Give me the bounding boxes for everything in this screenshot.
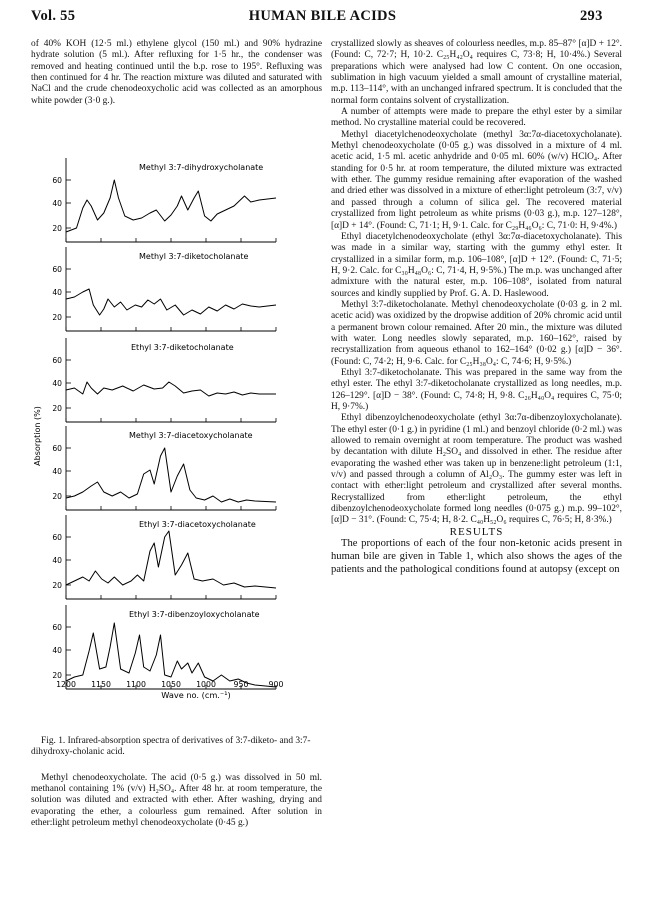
- figure-caption: Fig. 1. Infrared-absorption spectra of derivatives of 3:7-diketo- and 3:7-dihydroxy-cholanic acid.: [31, 736, 311, 758]
- spectrum-trace: [66, 180, 276, 232]
- y-tick-label: 20: [52, 224, 62, 233]
- panel-label: Methyl 3:7-dihydroxycholanate: [139, 163, 264, 172]
- y-tick-label: 60: [52, 623, 62, 632]
- y-tick-label: 40: [52, 199, 62, 208]
- ir-spectra-plot: [31, 158, 322, 723]
- y-tick-label: 20: [52, 313, 62, 322]
- spectrum-trace: [66, 289, 276, 315]
- body-paragraph: of 40% KOH (12·5 ml.) ethylene glycol (150 ml.) and 90% hydrazine hydrate solution (5 ml.). After refluxing for 1·5 hr., the condenser was removed and heating continued until the b.p. rose to 195°. Refluxing was then continued for 4 hr. The reaction mixture was diluted and saturated with NaCl and the crude chenodeoxycholic acid was collected as an amorphous white powder (3·0 g.).: [31, 39, 322, 106]
- spectrum-panel: [52, 158, 276, 242]
- spectrum-panel: [52, 605, 276, 689]
- y-tick-label: 40: [52, 379, 62, 388]
- body-paragraph: Ethyl 3:7-diketocholanate. This was prepared in the same way from the ethyl ester. The ethyl 3:7-diketocholanate crystallized as long needles, m.p. 126–129°. [α]D − 38°. (Found: C, 74·8; H, 9·8. C₂₆H₄₀O₄ requires C, 75·0; H, 9·7%.): [331, 367, 622, 412]
- x-tick-label: 950: [233, 680, 249, 689]
- body-paragraph: Methyl diacetylchenodeoxycholate (methyl 3α:7α-diacetoxycholanate). Methyl chenodeoxycholate (0·05 g.) was dissolved in a mixture of 4 ml. acetic acid, 1·5 ml. acetic anhydride and 0·05 ml. 60% (w/v) HClO₄. After standing for 0·5 hr. at room temperature, the diluted mixture was extracted with ether. The gummy residue remaining after evaporation of the washed and dried ether was dissolved in a mixture of ether:light petroleum (3:7, v/v) and passed through a column of silica gel. The recovered material crystallized from light petroleum as white prisms (0·03 g.), m.p. 127–128°, [α]D + 14°. (Found: C, 71·1; H, 9·1. Calc. for C₂₉H₄₆O₆: C, 71·0: H, 9·4%.): [331, 129, 622, 231]
- page-number: 293: [580, 8, 603, 24]
- left-column-bottom: [31, 736, 322, 829]
- spectrum-panel: [52, 338, 276, 422]
- body-paragraph: crystallized slowly as sheaves of colourless needles, m.p. 85–87° [α]D + 12°. (Found: C, 72·7; H, 10·2. C₂₅H₄₂O₄ requires C, 73·8; H, 10·4%.) Several preparations which were analysed had low C content. On one occasion, sublimation in high vacuum yielded a small amount of crystalline material, m.p. 113–114°, with an unchanged infrared spectrum. It is concluded that the normal form contains solvent of crystallization.: [331, 39, 622, 106]
- spectrum-trace: [66, 448, 276, 502]
- body-paragraph: Methyl chenodeoxycholate. The acid (0·5 g.) was dissolved in 50 ml. methanol containing 1% (v/v) H₂SO₄. After 48 hr. at room temperature, the solution was diluted and extracted with ether. After washing, drying and evaporating the ether, a colourless gum remained. After solution in ether:light petroleum methyl chenodeoxycholate (0·45 g.): [31, 772, 322, 829]
- y-axis-label: Absorption (%): [33, 406, 42, 466]
- right-column: [331, 39, 622, 577]
- left-column-top: [31, 39, 322, 107]
- y-tick-label: 60: [52, 176, 62, 185]
- spectrum-panel: [52, 247, 276, 331]
- y-tick-label: 20: [52, 581, 62, 590]
- panel-label: Ethyl 3:7-dibenzoyloxycholanate: [129, 610, 260, 619]
- running-title: HUMAN BILE ACIDS: [248, 8, 397, 24]
- y-tick-label: 20: [52, 671, 62, 680]
- volume-number: Vol. 55: [31, 8, 76, 24]
- x-tick-label: 1000: [196, 680, 216, 689]
- y-tick-label: 60: [52, 265, 62, 274]
- x-tick-label: 1050: [161, 680, 181, 689]
- y-tick-label: 20: [52, 404, 62, 413]
- x-tick-label: 900: [268, 680, 284, 689]
- section-heading: RESULTS: [449, 525, 504, 538]
- panel-label: Methyl 3:7-diacetoxycholanate: [129, 431, 253, 440]
- panel-label: Ethyl 3:7-diacetoxycholanate: [139, 520, 256, 529]
- body-paragraph: Methyl 3:7-diketocholanate. Methyl chenodeoxycholate (0·03 g. in 2 ml. acetic acid) was oxidized by the dropwise addition of 20% chromic acid until a permanent brown colour remained. After 20 min., the mixture was diluted with water. Long needles slowly separated, m.p. 160–162°, raised by recrystallization from aqueous ethanol to 162–164° (0·02 g.) [α]D − 36°. (Found: C, 74·2; H, 9·6. Calc. for C₂₅H₃₈O₄: C, 74·6; H, 9·5%.): [331, 299, 622, 367]
- x-axis-label: Wave no. (cm.⁻¹): [161, 690, 231, 700]
- x-tick-label: 1100: [126, 680, 146, 689]
- spectrum-panel: [52, 515, 276, 599]
- y-tick-label: 20: [52, 492, 62, 501]
- panel-label: Ethyl 3:7-diketocholanate: [131, 343, 234, 352]
- spectrum-panel: [52, 426, 276, 510]
- spectrum-trace: [66, 623, 276, 687]
- y-tick-label: 40: [52, 556, 62, 565]
- spectrum-trace: [66, 531, 276, 588]
- y-tick-label: 40: [52, 288, 62, 297]
- y-tick-label: 60: [52, 356, 62, 365]
- running-header: [0, 8, 645, 32]
- x-tick-label: 1200: [56, 680, 76, 689]
- y-tick-label: 40: [52, 467, 62, 476]
- y-tick-label: 40: [52, 646, 62, 655]
- body-paragraph: Ethyl diacetylchenodeoxycholate (ethyl 3α:7α-diacetoxycholanate). This was made in a similar way, starting with the gummy ethyl ester. It crystallized in a similar form, m.p. 106–108°, [α]D + 12°. (Found: C, 71·5; H, 9·2. Calc. for C₃₀H₄₈O₆: C, 71·4, H, 9·5%.) The m.p. was unchanged after admixture with the natural ester, m.p. 106–108°, isolated from natural sources and kindly supplied by Prof. G. A. D. Haslewood.: [331, 231, 622, 299]
- y-tick-label: 60: [52, 533, 62, 542]
- body-paragraph: Ethyl dibenzoylchenodeoxycholate (ethyl 3α:7α-dibenzoyloxycholanate). The ethyl ester (0·1 g.) in pyridine (1 ml.) and benzoyl chloride (0·2 ml.) was allowed to remain overnight at room temperature. The product was washed by decantation with dilute H₂SO₄ and dissolved in ether. The residue after evaporating the washed ether was taken up in benzene:light petroleum (1:1, v/v) and passed through a column of Al₂O₃. The gummy ester was left in contact with ether:light petroleum and crystallized after several months. Recrystallized from ether:light petroleum, the ethyl dibenzoylchenodeoxycholate formed long needles (0·075 g.) m.p. 99–102°, [α]D − 31°. (Found: C, 75·4; H, 8·2. C₄₀H₅₂O₆ requires C, 76·5; H, 8·3%.): [331, 413, 622, 526]
- y-tick-label: 60: [52, 444, 62, 453]
- panel-label: Methyl 3:7-diketocholanate: [139, 252, 249, 261]
- body-paragraph: The proportions of each of the four non-ketonic acids present in human bile are given in Table 1, which also shows the ages of the patients and the pathological conditions found at autopsy (except on: [331, 538, 622, 575]
- spectrum-trace: [66, 382, 276, 396]
- x-tick-label: 1150: [91, 680, 111, 689]
- ir-spectra-figure: [31, 158, 322, 723]
- body-paragraph: A number of attempts were made to prepare the ethyl ester by a similar method. No crystalline material could be recovered.: [331, 107, 622, 129]
